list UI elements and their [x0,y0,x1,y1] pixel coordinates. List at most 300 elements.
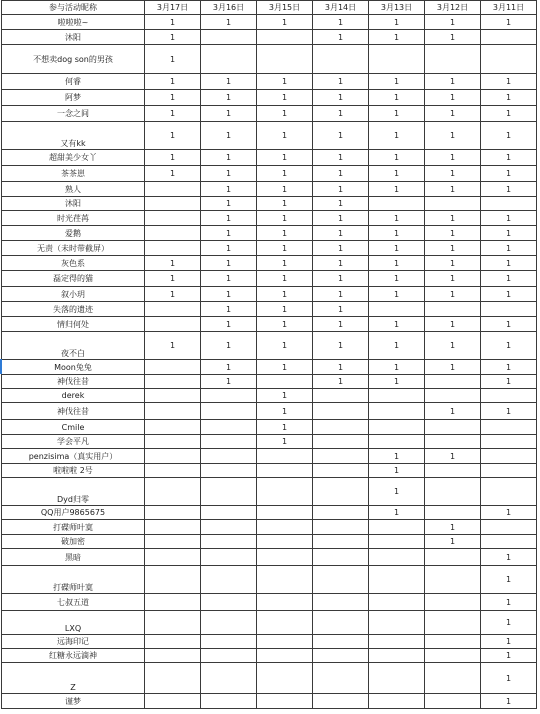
attendance-cell[interactable] [425,635,481,649]
nickname-cell[interactable]: 情归何处 [2,317,145,332]
attendance-cell[interactable]: 1 [257,420,313,435]
attendance-cell[interactable] [369,566,425,594]
attendance-cell[interactable] [481,45,537,74]
nickname-cell[interactable]: 远海印记 [2,635,145,649]
nickname-cell[interactable]: 无责（未时带截屏） [2,241,145,256]
attendance-cell[interactable]: 1 [425,122,481,150]
attendance-cell[interactable]: 1 [369,464,425,478]
attendance-cell[interactable] [257,449,313,464]
attendance-cell[interactable]: 1 [257,403,313,420]
attendance-cell[interactable]: 1 [313,166,369,182]
attendance-cell[interactable] [313,464,369,478]
attendance-cell[interactable] [369,611,425,635]
attendance-cell[interactable] [425,663,481,694]
attendance-cell[interactable]: 1 [425,535,481,549]
attendance-cell[interactable] [145,520,201,535]
attendance-cell[interactable] [145,649,201,663]
nickname-cell[interactable]: 啦啦啦~ [2,15,145,30]
attendance-cell[interactable] [313,635,369,649]
attendance-cell[interactable] [369,45,425,74]
attendance-cell[interactable] [425,302,481,317]
attendance-cell[interactable] [313,535,369,549]
attendance-cell[interactable]: 1 [257,15,313,30]
attendance-cell[interactable] [313,649,369,663]
attendance-cell[interactable] [369,635,425,649]
attendance-cell[interactable] [257,506,313,520]
attendance-cell[interactable]: 1 [481,403,537,420]
attendance-cell[interactable] [481,520,537,535]
attendance-cell[interactable] [257,520,313,535]
attendance-cell[interactable]: 1 [481,241,537,256]
attendance-cell[interactable]: 1 [313,302,369,317]
attendance-cell[interactable] [425,420,481,435]
attendance-cell[interactable] [313,45,369,74]
attendance-cell[interactable]: 1 [201,90,257,106]
attendance-cell[interactable]: 1 [425,90,481,106]
attendance-cell[interactable]: 1 [481,287,537,302]
attendance-cell[interactable]: 1 [257,90,313,106]
attendance-cell[interactable] [201,478,257,506]
attendance-cell[interactable] [257,611,313,635]
attendance-cell[interactable] [201,663,257,694]
attendance-cell[interactable]: 1 [481,332,537,360]
attendance-cell[interactable] [425,611,481,635]
attendance-cell[interactable]: 1 [481,74,537,90]
attendance-cell[interactable] [145,663,201,694]
attendance-cell[interactable] [313,420,369,435]
nickname-cell[interactable]: 沐阳 [2,197,145,211]
attendance-cell[interactable]: 1 [145,150,201,166]
attendance-cell[interactable]: 1 [201,106,257,122]
nickname-cell[interactable]: derek [2,389,145,403]
attendance-cell[interactable] [257,464,313,478]
attendance-cell[interactable]: 1 [481,694,537,709]
nickname-cell[interactable]: 叙小玥 [2,287,145,302]
attendance-cell[interactable] [481,464,537,478]
attendance-cell[interactable]: 1 [145,122,201,150]
attendance-cell[interactable]: 1 [369,182,425,197]
attendance-cell[interactable]: 1 [145,287,201,302]
attendance-cell[interactable] [425,464,481,478]
attendance-cell[interactable]: 1 [481,566,537,594]
attendance-cell[interactable]: 1 [257,435,313,449]
nickname-cell[interactable]: 磊定得的猫 [2,271,145,287]
attendance-cell[interactable]: 1 [369,256,425,271]
attendance-cell[interactable]: 1 [481,663,537,694]
attendance-cell[interactable] [425,549,481,566]
attendance-cell[interactable]: 1 [369,332,425,360]
attendance-cell[interactable]: 1 [481,122,537,150]
attendance-cell[interactable]: 1 [257,271,313,287]
attendance-cell[interactable]: 1 [369,449,425,464]
attendance-cell[interactable] [481,30,537,45]
attendance-cell[interactable] [145,403,201,420]
attendance-cell[interactable] [201,449,257,464]
attendance-cell[interactable] [369,535,425,549]
attendance-cell[interactable]: 1 [257,211,313,226]
nickname-cell[interactable]: 学会平凡 [2,435,145,449]
attendance-cell[interactable] [313,594,369,611]
attendance-cell[interactable] [425,389,481,403]
attendance-cell[interactable]: 1 [201,332,257,360]
attendance-cell[interactable]: 1 [313,317,369,332]
attendance-cell[interactable] [201,403,257,420]
nickname-cell[interactable]: 黑暗 [2,549,145,566]
attendance-cell[interactable]: 1 [425,520,481,535]
nickname-cell[interactable]: 何睿 [2,74,145,90]
attendance-cell[interactable] [145,549,201,566]
attendance-cell[interactable] [425,375,481,389]
nickname-cell[interactable]: 打碟师叶寞 [2,566,145,594]
attendance-cell[interactable]: 1 [425,226,481,241]
attendance-cell[interactable] [257,30,313,45]
attendance-cell[interactable]: 1 [369,150,425,166]
attendance-cell[interactable]: 1 [313,182,369,197]
attendance-cell[interactable]: 1 [369,478,425,506]
attendance-cell[interactable] [313,694,369,709]
attendance-cell[interactable]: 1 [369,271,425,287]
attendance-cell[interactable]: 1 [257,332,313,360]
attendance-cell[interactable] [145,389,201,403]
attendance-cell[interactable]: 1 [313,360,369,375]
attendance-cell[interactable] [369,649,425,663]
attendance-cell[interactable]: 1 [313,90,369,106]
attendance-cell[interactable]: 1 [201,256,257,271]
attendance-cell[interactable]: 1 [425,106,481,122]
attendance-cell[interactable] [313,435,369,449]
attendance-cell[interactable]: 1 [145,106,201,122]
attendance-cell[interactable]: 1 [201,211,257,226]
column-header-date[interactable]: 3月17日 [145,1,201,15]
attendance-cell[interactable]: 1 [257,360,313,375]
attendance-cell[interactable] [145,360,201,375]
attendance-cell[interactable]: 1 [313,332,369,360]
attendance-cell[interactable] [257,594,313,611]
attendance-cell[interactable]: 1 [425,211,481,226]
nickname-cell[interactable]: Cmile [2,420,145,435]
attendance-cell[interactable] [481,197,537,211]
attendance-cell[interactable]: 1 [425,271,481,287]
attendance-cell[interactable] [257,535,313,549]
attendance-cell[interactable]: 1 [481,150,537,166]
attendance-cell[interactable]: 1 [481,211,537,226]
attendance-cell[interactable]: 1 [145,271,201,287]
attendance-cell[interactable]: 1 [425,15,481,30]
nickname-cell[interactable]: 沐阳 [2,30,145,45]
attendance-cell[interactable]: 1 [425,241,481,256]
attendance-cell[interactable] [201,520,257,535]
attendance-cell[interactable] [369,549,425,566]
attendance-cell[interactable]: 1 [481,360,537,375]
attendance-cell[interactable]: 1 [145,332,201,360]
attendance-cell[interactable]: 1 [201,317,257,332]
attendance-cell[interactable] [481,420,537,435]
nickname-cell[interactable]: 不想卖dog son的男孩 [2,45,145,74]
attendance-cell[interactable]: 1 [481,649,537,663]
attendance-cell[interactable] [145,464,201,478]
attendance-cell[interactable] [145,375,201,389]
attendance-cell[interactable]: 1 [369,375,425,389]
nickname-cell[interactable]: 打碟师叶寞 [2,520,145,535]
attendance-cell[interactable] [201,649,257,663]
attendance-cell[interactable]: 1 [313,122,369,150]
attendance-cell[interactable] [257,649,313,663]
attendance-cell[interactable]: 1 [313,375,369,389]
attendance-cell[interactable]: 1 [369,90,425,106]
attendance-cell[interactable]: 1 [257,226,313,241]
attendance-cell[interactable] [145,302,201,317]
nickname-cell[interactable]: 神伐往昔 [2,403,145,420]
attendance-cell[interactable] [201,45,257,74]
attendance-cell[interactable]: 1 [313,74,369,90]
attendance-cell[interactable]: 1 [481,594,537,611]
attendance-cell[interactable]: 1 [145,30,201,45]
attendance-cell[interactable] [425,694,481,709]
attendance-cell[interactable]: 1 [481,106,537,122]
attendance-cell[interactable]: 1 [257,106,313,122]
attendance-cell[interactable] [425,478,481,506]
attendance-cell[interactable] [201,464,257,478]
attendance-cell[interactable] [201,566,257,594]
attendance-cell[interactable] [201,30,257,45]
attendance-cell[interactable] [257,549,313,566]
attendance-cell[interactable]: 1 [481,256,537,271]
attendance-cell[interactable] [201,611,257,635]
attendance-cell[interactable]: 1 [369,506,425,520]
attendance-cell[interactable] [201,420,257,435]
attendance-cell[interactable]: 1 [201,197,257,211]
nickname-cell[interactable]: Dyd归零 [2,478,145,506]
attendance-cell[interactable]: 1 [481,506,537,520]
nickname-cell[interactable]: 一念之间 [2,106,145,122]
attendance-cell[interactable] [257,45,313,74]
attendance-cell[interactable]: 1 [313,241,369,256]
attendance-cell[interactable]: 1 [257,287,313,302]
attendance-cell[interactable]: 1 [313,211,369,226]
attendance-cell[interactable]: 1 [425,360,481,375]
attendance-cell[interactable]: 1 [145,45,201,74]
nickname-cell[interactable]: 啦啦啦 2号 [2,464,145,478]
attendance-cell[interactable] [201,549,257,566]
attendance-cell[interactable]: 1 [369,30,425,45]
attendance-cell[interactable] [481,389,537,403]
attendance-cell[interactable] [145,420,201,435]
attendance-cell[interactable] [425,506,481,520]
nickname-cell[interactable]: 失落的遗迹 [2,302,145,317]
attendance-cell[interactable]: 1 [201,182,257,197]
column-header-date[interactable]: 3月15日 [257,1,313,15]
attendance-cell[interactable] [313,449,369,464]
column-header-date[interactable]: 3月11日 [481,1,537,15]
attendance-cell[interactable]: 1 [257,166,313,182]
nickname-cell[interactable]: 时光荏苒 [2,211,145,226]
attendance-cell[interactable]: 1 [369,74,425,90]
nickname-cell[interactable]: Moon兔兔 [2,360,145,375]
attendance-cell[interactable] [201,435,257,449]
attendance-cell[interactable]: 1 [145,15,201,30]
attendance-cell[interactable]: 1 [369,122,425,150]
attendance-cell[interactable] [257,663,313,694]
attendance-cell[interactable]: 1 [481,611,537,635]
attendance-cell[interactable]: 1 [257,256,313,271]
attendance-cell[interactable]: 1 [313,271,369,287]
nickname-cell[interactable]: LXQ [2,611,145,635]
attendance-cell[interactable] [425,594,481,611]
column-header-nickname[interactable]: 参与活动昵称 [2,1,145,15]
attendance-cell[interactable] [313,478,369,506]
attendance-cell[interactable] [145,449,201,464]
attendance-cell[interactable]: 1 [425,166,481,182]
attendance-cell[interactable]: 1 [481,549,537,566]
attendance-cell[interactable] [369,694,425,709]
attendance-cell[interactable] [201,594,257,611]
attendance-cell[interactable] [481,449,537,464]
attendance-cell[interactable]: 1 [201,150,257,166]
attendance-cell[interactable]: 1 [481,90,537,106]
nickname-cell[interactable]: 夜不白 [2,332,145,360]
attendance-cell[interactable] [145,226,201,241]
attendance-cell[interactable]: 1 [201,302,257,317]
column-header-date[interactable]: 3月13日 [369,1,425,15]
attendance-cell[interactable] [369,594,425,611]
attendance-cell[interactable] [369,302,425,317]
attendance-cell[interactable] [145,478,201,506]
nickname-cell[interactable]: 熟人 [2,182,145,197]
attendance-cell[interactable] [369,420,425,435]
attendance-cell[interactable]: 1 [145,74,201,90]
attendance-cell[interactable]: 1 [201,74,257,90]
attendance-cell[interactable]: 1 [425,256,481,271]
attendance-cell[interactable]: 1 [201,15,257,30]
nickname-cell[interactable]: QQ用户9865675 [2,506,145,520]
nickname-cell[interactable]: 超甜美少女丫 [2,150,145,166]
attendance-cell[interactable]: 1 [369,241,425,256]
attendance-cell[interactable] [201,535,257,549]
attendance-cell[interactable]: 1 [201,241,257,256]
nickname-cell[interactable]: 灰色系 [2,256,145,271]
attendance-cell[interactable]: 1 [257,241,313,256]
attendance-cell[interactable] [369,403,425,420]
nickname-cell[interactable]: penzisima（真实用户） [2,449,145,464]
attendance-cell[interactable]: 1 [201,271,257,287]
attendance-cell[interactable]: 1 [425,449,481,464]
attendance-cell[interactable] [369,197,425,211]
attendance-cell[interactable] [313,403,369,420]
attendance-cell[interactable] [145,211,201,226]
attendance-cell[interactable]: 1 [313,30,369,45]
attendance-cell[interactable]: 1 [425,287,481,302]
attendance-cell[interactable] [145,566,201,594]
attendance-cell[interactable]: 1 [369,360,425,375]
nickname-cell[interactable]: 谨梦 [2,694,145,709]
attendance-cell[interactable] [369,520,425,535]
attendance-cell[interactable]: 1 [425,74,481,90]
column-header-date[interactable]: 3月12日 [425,1,481,15]
attendance-cell[interactable]: 1 [201,166,257,182]
attendance-cell[interactable] [257,478,313,506]
attendance-cell[interactable] [313,520,369,535]
attendance-cell[interactable] [313,566,369,594]
attendance-cell[interactable] [257,375,313,389]
nickname-cell[interactable]: Z [2,663,145,694]
nickname-cell[interactable]: 破加密 [2,535,145,549]
attendance-cell[interactable] [201,506,257,520]
attendance-cell[interactable]: 1 [481,15,537,30]
attendance-cell[interactable]: 1 [369,166,425,182]
attendance-cell[interactable]: 1 [201,375,257,389]
attendance-cell[interactable] [257,694,313,709]
attendance-cell[interactable]: 1 [369,106,425,122]
attendance-cell[interactable]: 1 [425,403,481,420]
attendance-cell[interactable]: 1 [313,197,369,211]
attendance-cell[interactable]: 1 [425,317,481,332]
attendance-cell[interactable] [369,663,425,694]
attendance-cell[interactable] [425,435,481,449]
attendance-cell[interactable]: 1 [481,271,537,287]
attendance-cell[interactable] [145,635,201,649]
attendance-cell[interactable]: 1 [257,317,313,332]
attendance-cell[interactable]: 1 [201,287,257,302]
nickname-cell[interactable]: 七叔五道 [2,594,145,611]
attendance-cell[interactable] [481,478,537,506]
attendance-cell[interactable] [201,389,257,403]
attendance-cell[interactable] [313,549,369,566]
attendance-cell[interactable]: 1 [145,166,201,182]
attendance-cell[interactable]: 1 [481,317,537,332]
nickname-cell[interactable]: 红糖永远滴神 [2,649,145,663]
attendance-cell[interactable] [145,197,201,211]
attendance-cell[interactable]: 1 [313,287,369,302]
attendance-cell[interactable]: 1 [257,197,313,211]
column-header-date[interactable]: 3月16日 [201,1,257,15]
attendance-cell[interactable]: 1 [481,166,537,182]
attendance-cell[interactable]: 1 [257,182,313,197]
attendance-cell[interactable]: 1 [201,360,257,375]
attendance-cell[interactable] [145,241,201,256]
attendance-cell[interactable] [145,594,201,611]
attendance-cell[interactable]: 1 [481,635,537,649]
attendance-cell[interactable] [369,435,425,449]
attendance-cell[interactable] [145,317,201,332]
attendance-cell[interactable] [145,182,201,197]
attendance-cell[interactable]: 1 [481,375,537,389]
attendance-cell[interactable]: 1 [425,182,481,197]
attendance-cell[interactable]: 1 [481,226,537,241]
attendance-cell[interactable] [481,435,537,449]
attendance-cell[interactable] [145,535,201,549]
nickname-cell[interactable]: 又有kk [2,122,145,150]
attendance-cell[interactable]: 1 [369,287,425,302]
nickname-cell[interactable]: 神伐往昔 [2,375,145,389]
attendance-cell[interactable]: 1 [369,317,425,332]
attendance-cell[interactable]: 1 [425,30,481,45]
attendance-cell[interactable] [201,635,257,649]
attendance-cell[interactable]: 1 [369,211,425,226]
attendance-cell[interactable]: 1 [145,90,201,106]
attendance-cell[interactable]: 1 [257,74,313,90]
attendance-cell[interactable]: 1 [313,256,369,271]
attendance-cell[interactable]: 1 [313,226,369,241]
attendance-cell[interactable]: 1 [257,122,313,150]
attendance-cell[interactable]: 1 [257,302,313,317]
column-header-date[interactable]: 3月14日 [313,1,369,15]
nickname-cell[interactable]: 茶茶崽 [2,166,145,182]
attendance-cell[interactable] [313,389,369,403]
attendance-cell[interactable] [425,197,481,211]
attendance-cell[interactable]: 1 [369,15,425,30]
attendance-cell[interactable]: 1 [313,106,369,122]
attendance-cell[interactable]: 1 [369,226,425,241]
